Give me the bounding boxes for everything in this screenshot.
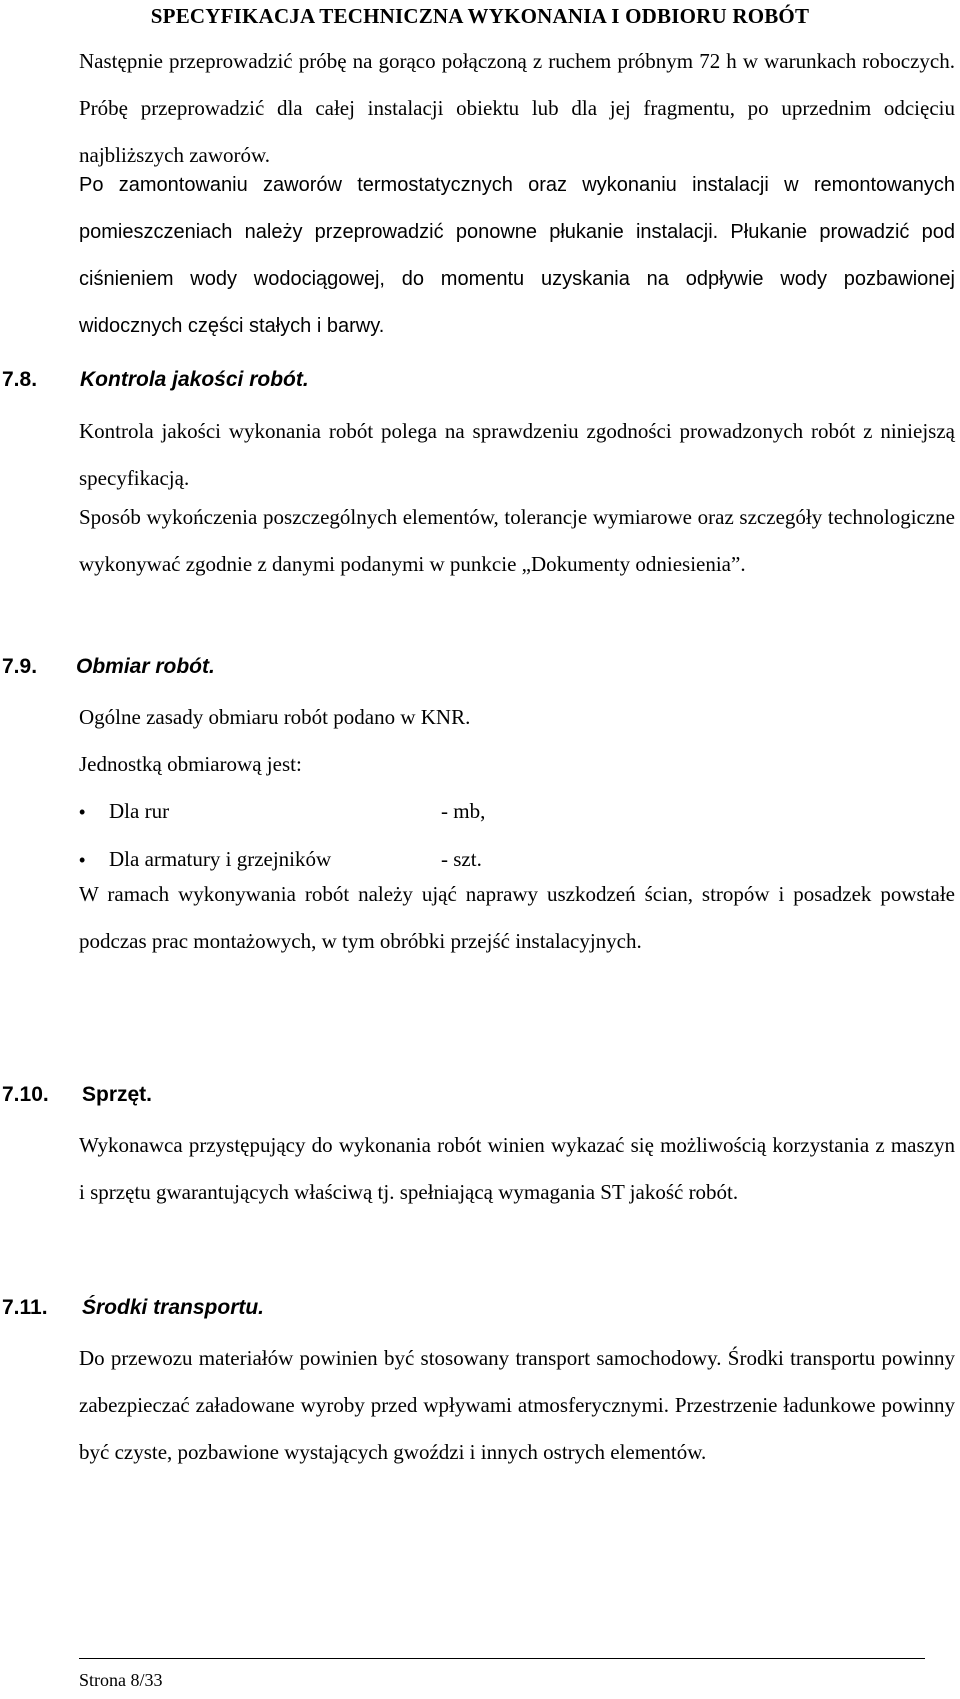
section-title: Sprzęt. bbox=[82, 1083, 153, 1106]
unit-item-name: Dla armatury i grzejników bbox=[109, 847, 332, 871]
paragraph-equipment: Wykonawca przystępujący do wykonania robót winien wykazać się możliwością korzystania z maszyn i sprzętu gwarantujących właściwą tj. spełniającą wymagania ST jakość robót. bbox=[79, 1133, 955, 1204]
section-heading-7-10 bbox=[2, 1083, 152, 1107]
section-number: 7.8. bbox=[2, 368, 38, 391]
footer-divider bbox=[79, 1658, 925, 1659]
section-heading-7-9 bbox=[2, 655, 215, 679]
section-number: 7.10. bbox=[2, 1083, 49, 1106]
bullet-icon: • bbox=[79, 802, 86, 822]
unit-list bbox=[79, 788, 485, 884]
section-heading-7-8 bbox=[2, 368, 309, 392]
unit-item-name: Dla rur bbox=[109, 799, 170, 823]
page-number: Strona 8/33 bbox=[79, 1670, 163, 1690]
paragraph-finishing: Sposób wykończenia poszczególnych elementów, tolerancje wymiarowe oraz szczegóły technologiczne wykonywać zgodnie z danymi podanymi w punkcie „Dokumenty odniesienia”. bbox=[79, 505, 955, 576]
section-title: Kontrola jakości robót. bbox=[80, 368, 309, 391]
paragraph-transport: Do przewozu materiałów powinien być stosowany transport samochodowy. Środki transportu powinny zabezpieczać załadowane wyroby przed wpływami atmosferycznymi. Przestrzenie ładunkowe powinny być czyste, pozbawione wystających gwoździ i innych ostrych elementów. bbox=[79, 1346, 955, 1464]
paragraph-measurement-rules: Ogólne zasady obmiaru robót podano w KNR. bbox=[79, 705, 471, 729]
section-number: 7.11. bbox=[2, 1296, 48, 1319]
paragraph-repairs: W ramach wykonywania robót należy ująć naprawy uszkodzeń ścian, stropów i posadzek powstałe podczas prac montażowych, w tym obróbki przejść instalacyjnych. bbox=[79, 882, 955, 953]
unit-item-unit: - mb, bbox=[441, 799, 486, 823]
section-title: Środki transportu. bbox=[82, 1296, 265, 1319]
paragraph-unit-intro: Jednostką obmiarową jest: bbox=[79, 752, 302, 776]
unit-item-unit: - szt. bbox=[441, 847, 482, 871]
section-title: Obmiar robót. bbox=[76, 655, 215, 678]
paragraph-hot-test: Następnie przeprowadzić próbę na gorąco połączoną z ruchem próbnym 72 h w warunkach roboczych. Próbę przeprowadzić dla całej instalacji obiektu lub dla jej fragmentu, po uprzednim odcięciu najbliższych zaworów. bbox=[79, 49, 955, 167]
paragraph-flushing: Po zamontowaniu zaworów termostatycznych oraz wykonaniu instalacji w remontowanych pomieszczeniach należy przeprowadzić ponowne płukanie instalacji. Płukanie prowadzić pod ciśnieniem wody wodociągowej, do momentu uzyskania na odpływie wody pozbawionej widocznych części stałych i barwy. bbox=[79, 174, 955, 337]
section-heading-7-11 bbox=[2, 1296, 264, 1320]
section-number: 7.9. bbox=[2, 655, 38, 678]
running-header: SPECYFIKACJA TECHNICZNA WYKONANIA I ODBIORU ROBÓT bbox=[150, 4, 810, 28]
paragraph-quality-control: Kontrola jakości wykonania robót polega na sprawdzeniu zgodności prowadzonych robót z niniejszą specyfikacją. bbox=[79, 419, 955, 490]
list-item bbox=[79, 788, 485, 836]
bullet-icon: • bbox=[79, 850, 86, 870]
